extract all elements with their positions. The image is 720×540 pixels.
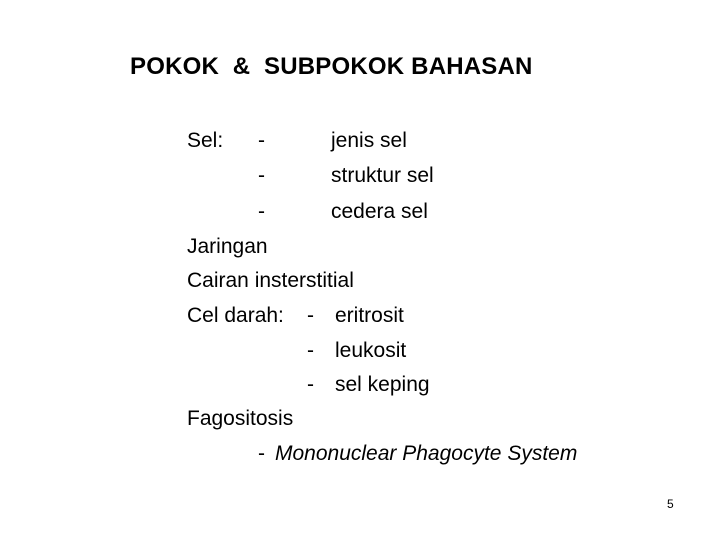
jaringan-item: Jaringan bbox=[187, 235, 268, 258]
sel-item-jenis: jenis sel bbox=[331, 129, 407, 152]
fagositosis-label: Fagositosis bbox=[187, 407, 294, 430]
slide-title: POKOK & SUBPOKOK BAHASAN bbox=[130, 53, 533, 80]
sel-dash-1: - bbox=[258, 129, 265, 152]
page-number: 5 bbox=[667, 497, 674, 511]
cel-darah-dash-3: - bbox=[307, 373, 314, 396]
cel-darah-item-eritrosit: eritrosit bbox=[335, 304, 404, 327]
sel-label: Sel: bbox=[187, 129, 224, 152]
sel-item-cedera: cedera sel bbox=[331, 200, 428, 223]
cel-darah-dash-1: - bbox=[307, 304, 314, 327]
sel-dash-2: - bbox=[258, 164, 265, 187]
sel-dash-3: - bbox=[258, 200, 265, 223]
cel-darah-item-sel-keping: sel keping bbox=[335, 373, 430, 396]
cairan-item: Cairan insterstitial bbox=[187, 269, 354, 292]
sel-item-struktur: struktur sel bbox=[331, 164, 434, 187]
cel-darah-label: Cel darah: bbox=[187, 304, 284, 327]
fagositosis-subitem: Mononuclear Phagocyte System bbox=[275, 442, 578, 465]
fagositosis-dash: - bbox=[258, 442, 265, 465]
cel-darah-dash-2: - bbox=[307, 339, 314, 362]
cel-darah-item-leukosit: leukosit bbox=[335, 339, 407, 362]
